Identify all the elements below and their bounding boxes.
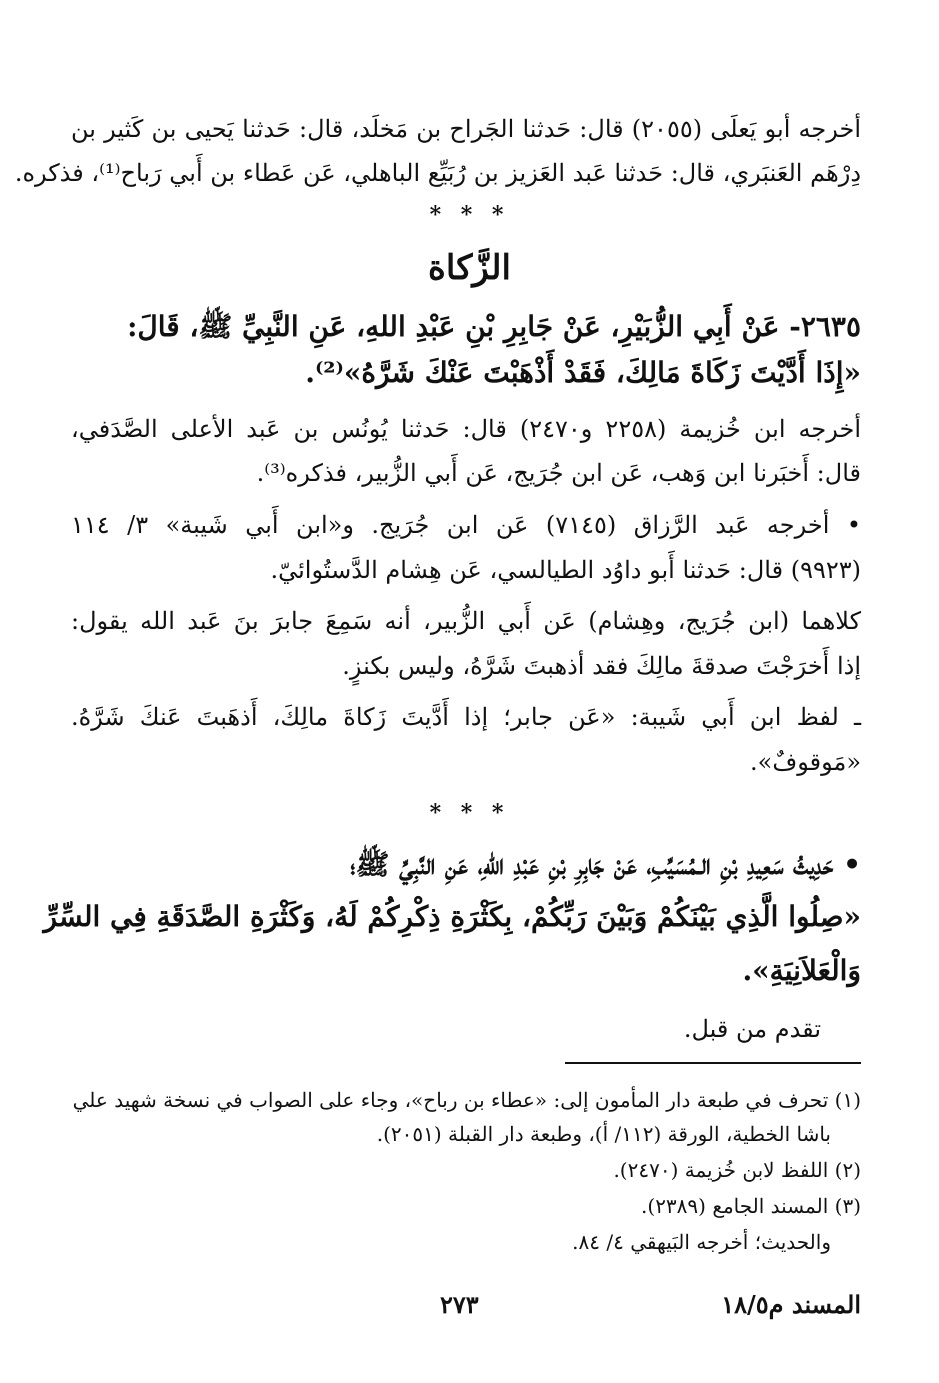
section-separator: * * * (429, 202, 510, 228)
takhrij-p2-line-2: (٩٩٢٣) قال: حَدثنا أَبو داوُد الطيالسي، عَن هِشام الدَّستُوائيّ. (270, 556, 861, 584)
hadith-line-1: ٢٦٣٥- عَنْ أَبِي الزُّبَيْرِ، عَنْ جَابِرِ بْنِ عَبْدِ اللهِ، عَنِ النَّبِيِّ ﷺ، قَالَ: (127, 310, 861, 343)
signature-mark: المسند م١٨/٥ (721, 1290, 861, 1319)
takhrij-p3-line-2: إذا أَخرَجْتَ صدقةَ مالِكَ فقد أذهبتَ شَرَّهُ، وليس بكنزٍ. (342, 652, 861, 680)
intro-line-2: دِرْهَم العَنبَري، قال: حَدثنا عَبد العَزيز بن رُبَيِّع الباهلي، عَن عَطاء بن أَبي رَباح⁽¹⁾، فذكره. (14, 159, 861, 187)
hadith2-line-3: وَالْعَلاَنِيَةِ». (742, 954, 861, 987)
hadith2-line-2: «صِلُوا الَّذِي بَيْنَكُمْ وَبَيْنَ رَبِّكُمْ، بِكَثْرَةِ ذِكْرِكُمْ لَهُ، وَكَثْرَةِ الصَّدَقَةِ فِي السِّرِّ (43, 900, 861, 933)
section-separator-2: * * * (429, 800, 510, 826)
footnote-divider (565, 1062, 861, 1064)
takhrij-p4-line-2: «مَوقوفٌ». (750, 748, 861, 776)
footnote-2: (٢) اللفظ لابن خُزيمة (٢٤٧٠). (613, 1158, 861, 1182)
footnote-1-line-1: (١) تحرف في طبعة دار المأمون إلى: «عطاء بن رباح»، وجاء على الصواب في نسخة شهيد علي (72, 1088, 861, 1112)
takhrij-p1-line-2: قال: أَخبَرنا ابن وَهب، عَن ابن جُرَيج، عَن أَبي الزُّبير، فذكره⁽³⁾. (256, 459, 861, 487)
hadith2-note: تقدم من قبل. (683, 1015, 821, 1043)
footnote-3: (٣) المسند الجامع (٢٣٨٩). (641, 1194, 861, 1218)
hadith-line-2: «إِذَا أَدَّيْتَ زَكَاةَ مَالِكَ، فَقَدْ أَذْهَبْتَ عَنْكَ شَرَّهُ»⁽²⁾. (305, 356, 861, 389)
page-number: ٢٧٣ (440, 1290, 479, 1319)
section-title: الزَّكاة (428, 248, 511, 288)
footnote-1-line-2: باشا الخطية، الورقة (١١٢/ أ)، وطبعة دار القبلة (٢٠٥١). (376, 1122, 831, 1146)
footnote-4: والحديث؛ أخرجه البَيهقي ٤/ ٨٤. (572, 1230, 831, 1254)
takhrij-p1-line-1: أخرجه ابن خُزيمة (٢٢٥٨ و٢٤٧٠) قال: حَدثنا يُونُس بن عَبد الأعلى الصَّدَفي، (71, 415, 861, 443)
takhrij-p4-line-1: ـ لفظ ابن أَبي شَيبة: «عَن جابر؛ إذا أَدَّيتَ زَكاةَ مالِكَ، أَذهَبتَ عَنكَ شَرَّهُ. (71, 703, 861, 731)
hadith2-line-1: • حَدِيثُ سَعِيدِ بْنِ الـمُسَيِّبِ، عَنْ جَابِرِ بْنِ عَبْدِ اللهِ، عَنِ النَّبِيِّ ﷺ؛ (349, 848, 861, 881)
takhrij-p3-line-1: كلاهما (ابن جُرَيج، وهِشام) عَن أَبي الزُّبير، أنه سَمِعَ جابرَ بنَ عَبد الله يقول: (71, 607, 861, 635)
intro-line-1: أخرجه أبو يَعلَى (٢٠٥٥) قال: حَدثنا الجَراح بن مَخلَد، قال: حَدثنا يَحيى بن كَثير بن (71, 115, 862, 143)
takhrij-p2-line-1: • أخرجه عَبد الرَّزاق (٧١٤٥) عَن ابن جُرَيج. و«ابن أَبي شَيبة» ٣/ ١١٤ (71, 511, 861, 539)
